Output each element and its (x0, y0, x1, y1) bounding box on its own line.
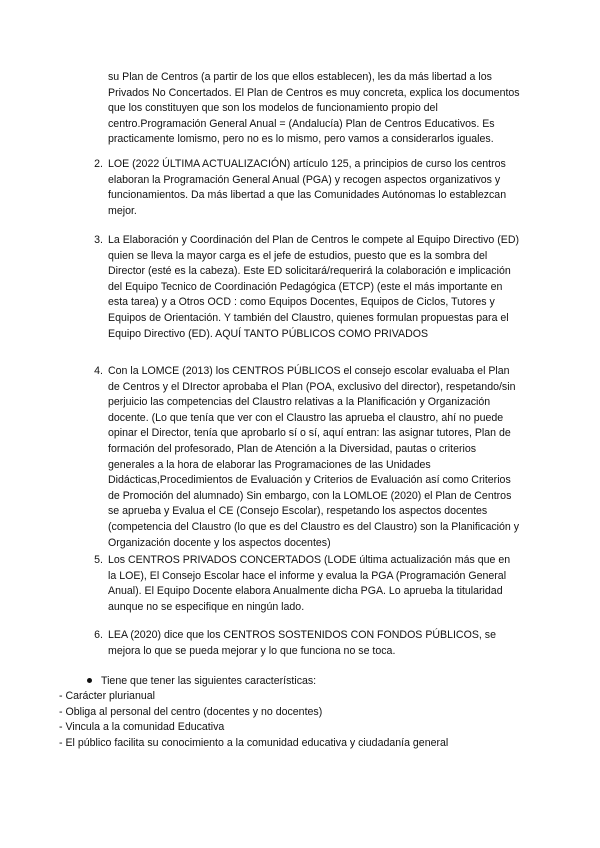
list-item-text: Los CENTROS PRIVADOS CONCERTADOS (LODE última actualización más que en la LOE), El Consejo Escolar hace el informe y evalua la PGA (Programación General Anual). El Equipo Docente elabora Anualmente dicha PGA. Lo aprueba la titularidad aunque no se especifique en ningún lado. (108, 554, 511, 613)
list-item-text: LEA (2020) dice que los CENTROS SOSTENIDOS CON FONDOS PÚBLICOS, se mejora lo que se pueda mejorar y lo que funciona no se toca. (108, 629, 496, 657)
intro-paragraph: su Plan de Centros (a partir de los que ellos establecen), les da más libertad a los Privados No Concertados. El Plan de Centros es muy concreta, explica los documentos que los constituyen que son los modelos de funcionamiento propio del centro.Programación General Anual = (Andalucía) Plan de Centros Educativos. Es practicamente lomismo, pero no es lo mismo, pero vamos a considerarlos iguales. (108, 71, 520, 146)
list-item-5 (94, 553, 520, 615)
list-item-number: 2. (94, 158, 103, 170)
list-item-2 (94, 157, 520, 219)
list-item-4 (94, 364, 520, 551)
dash-item: - Obliga al personal del centro (docentes y no docentes) (59, 705, 323, 718)
list-item-number: 6. (94, 629, 103, 641)
intro-paragraph-block (108, 70, 520, 148)
dash-item: - Vincula a la comunidad Educativa (59, 721, 225, 734)
list-item-text: Con la LOMCE (2013) los CENTROS PÚBLICOS el consejo escolar evaluaba el Plan de Centros y el DIrector aprobaba el Plan (POA, exclusivo del director), respetando/sin perjuicio las competencias del Claustro relativas a la Planificación y Organización docente. (Lo que tenía que ver con el Claustro las aprueba el claustro, ahí no puede opinar el Director, tenía que aprobarlo sí o sí, aquí entran: las asignar tutores, Plan de formación del profesorado, Plan de Atención a la Diversidad, pautas o criterios generales a la hora de elaborar las Programaciones de las Unidades Didácticas,Procedimientos de Evaluación y Criterios de Evaluación así como Criterios de Promoción del alumnado) Sin embargo, con la LOMLOE (2020) el Plan de Centros se aprueba y Evalua el CE (Consejo Escolar), respetando los aspectos docentes (competencia del Claustro (lo que es del Claustro es del Claustro) son la Planificación y Organización docente y los aspectos docentes) (108, 365, 520, 549)
bullet-item (87, 674, 316, 690)
list-item-text: La Elaboración y Coordinación del Plan de Centros le compete al Equipo Directivo (ED) quien se lleva la mayor carga es el jefe de estudios, puesto que es la sombra del Director (esté es la cabeza). Este ED solicitará/requerirá la colaboración e implicación del Equipo Tecnico de Coordinación Pedagógica (ETCP) (este el más importante en esta tarea) y a Otros OCD : como Equipos Docentes, Equipos de Ciclos, Tutores y Equipos de Orientación. Y también del Claustro, quienes formulan propuestas para el Equipo Directivo (ED). AQUÍ TANTO PÚBLICOS COMO PRIVADOS (108, 234, 520, 340)
dash-item: - El público facilita su conocimiento a la comunidad educativa y ciudadanía general (59, 736, 449, 749)
dash-item: - Carácter plurianual (59, 690, 155, 702)
list-item-number: 4. (94, 365, 103, 377)
list-item-number: 3. (94, 234, 103, 246)
bullet-text: Tiene que tener las siguientes características: (101, 675, 317, 687)
list-item-6 (94, 628, 520, 659)
dash-list (59, 689, 539, 751)
list-item-3 (94, 233, 520, 342)
bullet-dot-icon (87, 678, 92, 683)
list-item-text: LOE (2022 ÚLTIMA ACTUALIZACIÓN) artículo 125, a principios de curso los centros elaboran la Programación General Anual (PGA) y recogen aspectos organizativos y funcionamientos. Da más libertad a que las Comunidades Autónomas lo establezcan mejor. (108, 158, 507, 217)
list-item-number: 5. (94, 554, 103, 566)
